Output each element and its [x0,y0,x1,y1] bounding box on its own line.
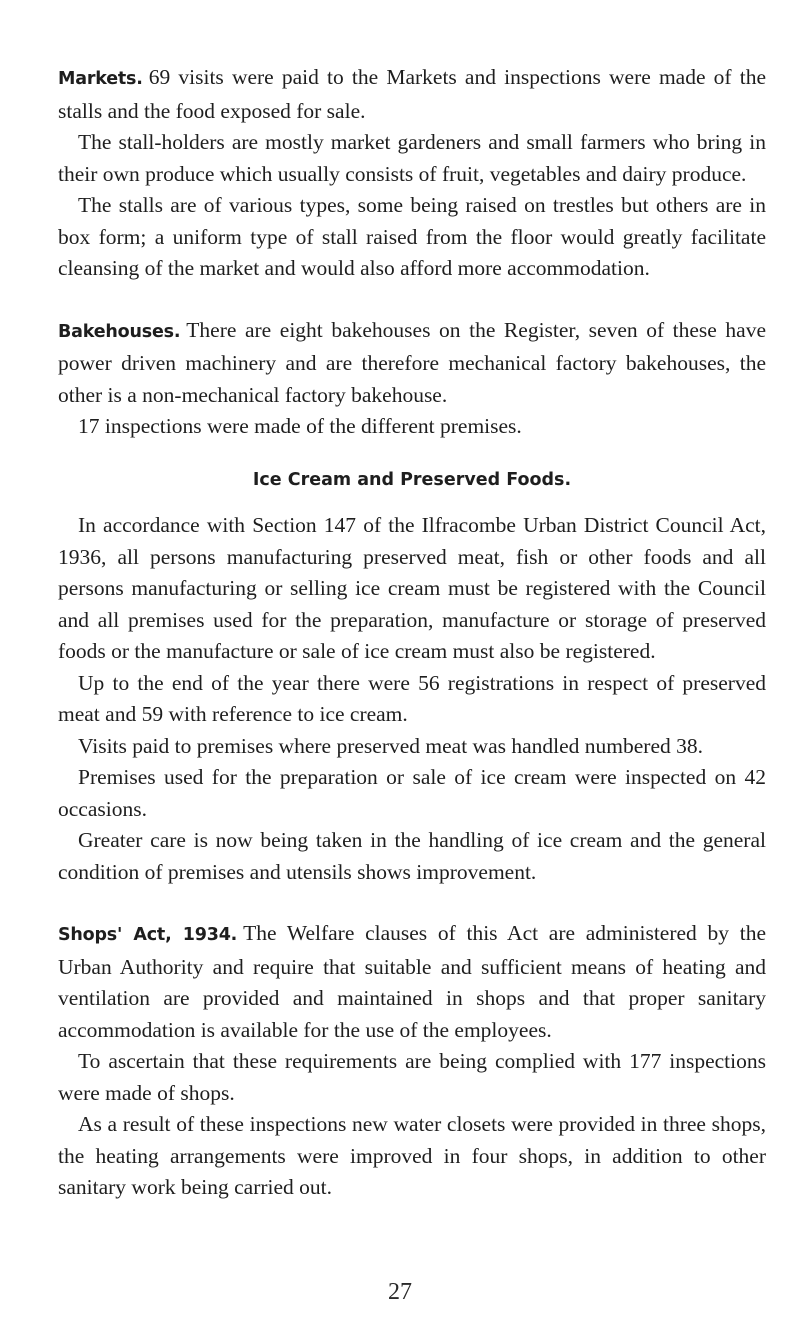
page-number: 27 [388,1279,412,1305]
bakehouses-text-1: There are eight bakehouses on the Register, seven of these have power driven machinery and are therefore mechanical factory bakehouses, the other is a non-mechanical factory bakehouse. [58,317,766,407]
document-page [58,62,766,1204]
bakehouses-paragraph-2: 17 inspections were made of the different premises. [78,414,522,438]
section-spacer [58,285,766,315]
shops-act-paragraph-1 [58,918,766,1046]
bakehouses-paragraph-1 [58,315,766,412]
markets-heading: Markets. [58,69,143,89]
section-spacer [58,443,766,465]
markets-text-1: 69 visits were paid to the Markets and inspections were made of the stalls and the food exposed for sale. [58,65,766,123]
shops-act-paragraph-3: As a result of these inspections new water closets were provided in three shops, the heating arrangements were improved in four shops, in addition to other sanitary work being carried out. [58,1112,766,1199]
ice-cream-paragraph-4: Premises used for the preparation or sale of ice cream were inspected on 42 occasions. [58,765,766,821]
markets-paragraph-3: The stalls are of various types, some being raised on trestles but others are in box form; a uniform type of stall raised from the floor would greatly facilitate cleansing of the market and would also afford more accommodation. [58,193,766,280]
ice-cream-heading: Ice Cream and Preserved Foods. [252,469,572,490]
ice-cream-paragraph-2: Up to the end of the year there were 56 registrations in respect of preserved meat and 59 with reference to ice cream. [58,670,766,726]
shops-act-paragraph-2: To ascertain that these requirements are being complied with 177 inspections were made of shops. [58,1049,766,1105]
ice-cream-paragraph-3: Visits paid to premises where preserved meat was handled numbered 38. [78,733,704,758]
section-spacer [58,888,766,918]
markets-paragraph-1 [58,62,766,127]
ice-cream-paragraph-1: In accordance with Section 147 of the Ilfracombe Urban District Council Act, 1936, all persons manufacturing preserved meat, fish or other foods and all persons manufacturing or selling ice cream must be registered with the Council and all premises used for the preparation, manufacture or storage of preserved foods or the manufacture or sale of ice cream must also be registered. [58,513,766,663]
shops-act-text-1: The Welfare clauses of this Act are administered by the Urban Authority and require that suitable and sufficient means of heating and ventilation are provided and maintained in shops and that proper sanitary accommodation is available for the use of the employees. [58,921,766,1042]
shops-act-heading: Shops' Act, 1934. [58,925,238,945]
bakehouses-heading: Bakehouses. [58,321,181,342]
ice-cream-paragraph-5: Greater care is now being taken in the handling of ice cream and the general condition of premises and utensils shows improvement. [58,828,766,884]
markets-paragraph-2: The stall-holders are mostly market gardeners and small farmers who bring in their own produce which usually consists of fruit, vegetables and dairy produce. [58,130,766,186]
